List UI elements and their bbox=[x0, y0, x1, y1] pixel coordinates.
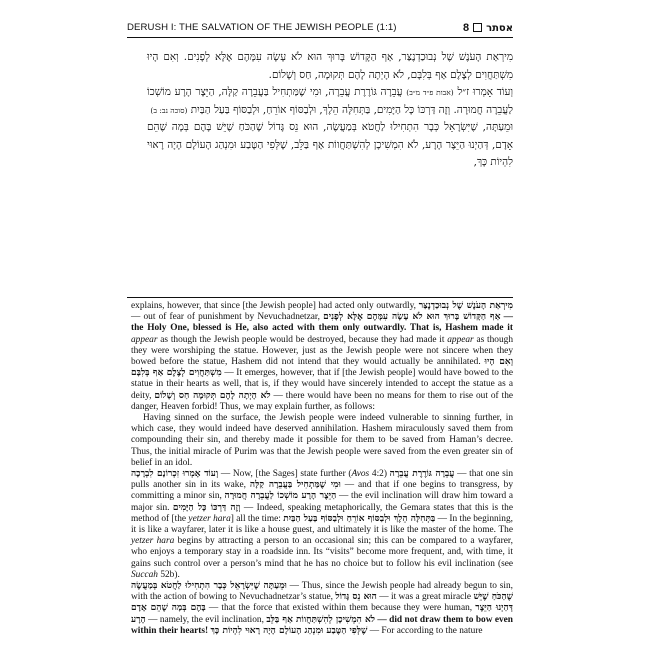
commentary-italic-text: yetzer hara bbox=[188, 513, 231, 524]
hebrew-lemma: לֹא הִמְשִׁיכָן לְהִשְׁתַּחֲווֹת אַף בַּלֵּב bbox=[266, 614, 376, 625]
book-title: אסתר bbox=[486, 23, 513, 34]
hebrew-lemma: אַף הַקָּדוֹשׁ בָּרוּךְ הוּא לֹא עָשָׂה עִמָּהֶם אֶלָּא לְפָנִים bbox=[323, 312, 501, 323]
commentary-text: as though they were worshiping the statue. However, just as the Jewish people were not sincere when they bowed before the statue, Hashem did not intend that they would actually be annihilated. bbox=[131, 334, 513, 368]
hebrew-text-line: וְעוֹד אָמְרוּ ז״ל bbox=[457, 86, 513, 98]
hebrew-lemma: לֹא הָיְתָה לָהֶם תְּקוּמָה חַס וְשָׁלוֹם bbox=[154, 390, 271, 401]
hebrew-lemma: שֶׁלְּפִי הַטֶּבַע וּמִנְהַג הָעוֹלָם הָיָה רָאוּי לִהְיוֹת כָּךְ bbox=[210, 625, 368, 636]
commentary-text: explains, however, that since [the Jewish people] had acted only outwardly, bbox=[131, 301, 419, 311]
commentary-text: — the evil inclination will draw him toward a major sin. bbox=[131, 491, 513, 513]
commentary-text: — that the force that existed within them because they were human, bbox=[205, 603, 476, 614]
commentary-text: — there would have been no means for them to rise out of the danger, Heaven forbid! Thus, we may explain further, as follows: bbox=[131, 390, 514, 412]
hebrew-lemma: וְעוֹד אָמְרוּ זִכְרוֹנָם לִבְרָכָה bbox=[131, 469, 219, 480]
commentary-text: — In the beginning, it is like a wayfarer, later it is like a house guest, and ultimately it is like the master of the home. The bbox=[131, 513, 513, 536]
hebrew-lemma: וְזֶה דַּרְכּוֹ כָּל הַיָּמִים bbox=[172, 502, 241, 513]
hebrew-lemma: הַיֵּצֶר הָרָע מוֹשְׁכוֹ לַעֲבֵרָה חֲמוּרָה bbox=[224, 491, 337, 502]
hebrew-lemma: וּמִי שֶׁמַּתְחִיל בַּעֲבֵרָה קַלָּה bbox=[249, 480, 341, 491]
hebrew-text-line: וּמֵעַתָּה, שֶׁיִּשְׂרָאֵל כְּבָר הִתְחִילוּ לַחֲטֹא בְּמַעֲשֶׂה, הוּא נֵס גָּדוֹל שֶׁהַכֹּחַ שֶׁיֵּשׁ בָּהֶם בְּמָה שֶׁהֵם אָדָם, דְּהַיְנוּ הַיֵּצֶר הָרָע, לֹא הִמְשִׁיכָן לְהִשְׁתַּחֲווֹת אַף בַּלֵּב, שֶׁלְּפִי הַטֶּבַע וּמִנְהַג הָעוֹלָם הָיָה רָאוּי לִהְיוֹת כָּךְ, bbox=[147, 121, 513, 168]
commentary-text: — Now, [the Sages] state further ( bbox=[218, 469, 352, 480]
commentary-text: — Indeed, speaking metaphorically, the Gemara states that this is the method of [the bbox=[131, 502, 513, 524]
page-number: 8 bbox=[462, 22, 470, 34]
commentary-italic-text: yetzer hara bbox=[131, 536, 175, 547]
hebrew-paragraph bbox=[147, 49, 513, 84]
hebrew-lemma: הוּא נֵס גָּדוֹל bbox=[335, 592, 377, 603]
commentary-text: — For according to the nature bbox=[367, 625, 483, 636]
hebrew-lemma: וּמֵעַתָּה שֶׁיִּשְׂרָאֵל כְּבָר הִתְחִילוּ לַחֲטֹא בְּמַעֲשֶׂה bbox=[131, 581, 287, 592]
commentary-italic-text: Succah bbox=[131, 569, 158, 580]
commentary-text: 52b). bbox=[157, 569, 180, 580]
commentary-text: — namely, the evil inclination, bbox=[145, 614, 267, 625]
hebrew-text-line: מִירְאַת הָעֹנֶשׁ שֶׁל נְבוּכַדְנֶצַּר, אַף הַקָּדוֹשׁ בָּרוּךְ הוּא לֹא עָשָׂה עִמָּהֶם אֶלָּא לְפָנִים. וְאִם הָיוּ מִשְׁתַּחֲוִים לְצֶלֶם אַף בְּלִבָּם, לֹא הָיְתָה לָהֶם תְּקוּמָה, חַס וְשָׁלוֹם. bbox=[147, 51, 513, 81]
hebrew-paragraph bbox=[147, 84, 513, 119]
commentary-bold-text: — the Holy One, blessed is He, also acted with them only outwardly. That is, Hashem made it bbox=[131, 312, 513, 334]
commentary-text: — and that if one begins to transgress, by committing a minor sin, bbox=[131, 480, 513, 502]
commentary-paragraph: Having sinned on the surface, the Jewish people were indeed vulnerable to sinning further, in which case, they would indeed have deserved annihilation. Hashem miraculously saved them from compounding their sin, and thereby made it possible for them to be saved from Haman’s decree. Thus, the initial miracle of Purim was that the Jewish people were saved from the even greater sin of belief in an idol. bbox=[131, 413, 513, 468]
hebrew-text-line: עֲבֵרָה גּוֹרֶרֶת עֲבֵרָה, וּמִי שֶׁמַּתְחִיל בַּעֲבֵרָה קַלָּה, הַיֵּצֶר הָרָע מוֹשְׁכוֹ לַעֲבֵרָה חֲמוּרָה. וְזֶה דַּרְכּוֹ כָּל הַיָּמִים, בַּתְּחִלָּה הֵלֶךְ, וּלְבַסּוֹף אוֹרֵחַ, וּלְבַסּוֹף בַּעַל הַבַּיִת bbox=[147, 86, 513, 116]
hebrew-main-text bbox=[147, 49, 513, 172]
hebrew-lemma: בַּתְּחִלָּה הֵלֶךְ וּלְבַסּוֹף אוֹרֵחַ וּלְבַסּוֹף בַּעַל הַבַּיִת bbox=[283, 513, 436, 524]
section-rule bbox=[127, 297, 513, 298]
source-citation: (אבות פ״ד מ״ב) bbox=[406, 88, 454, 97]
hebrew-lemma: מִירְאַת הָעֹנֶשׁ שֶׁל נְבוּכַדְנֶצַּר bbox=[418, 301, 514, 311]
commentary-paragraph bbox=[131, 581, 513, 637]
commentary-text: ] all the time: bbox=[230, 513, 284, 524]
commentary-text: 4:2) bbox=[369, 469, 390, 480]
commentary-paragraph bbox=[131, 469, 513, 581]
hebrew-lemma: עֲבֵרָה גּוֹרֶרֶת עֲבֵרָה bbox=[389, 469, 455, 480]
page-header bbox=[127, 20, 513, 36]
commentary-paragraph bbox=[131, 301, 513, 413]
commentary-text: — Thus, since the Jewish people had already begun to sin, with the action of bowing to Nevuchadnetzar’s statue, bbox=[131, 581, 513, 603]
header-right bbox=[461, 20, 513, 37]
commentary-italic-text: Avos bbox=[351, 469, 370, 480]
commentary-bold-text: — did not draw them to bow even within their hearts! bbox=[131, 614, 513, 636]
hebrew-lemma: דְּהַיְנוּ הַיֵּצֶר הָרָע bbox=[131, 603, 513, 625]
commentary-text: — that one sin pulls another sin in its wake, bbox=[131, 469, 514, 491]
hebrew-paragraph bbox=[147, 119, 513, 172]
commentary-italic-text: appear bbox=[131, 334, 158, 345]
commentary-italic-text: appear bbox=[447, 334, 474, 345]
commentary-text: begins by attracting a person to an occasional sin; this can be compared to a wayfarer, who enjoys a temporary stay in a roadside inn. Its “visits” become more frequent, and, with time, it gains such control over a person’s mind that he has no choice but to follow his evil inclination (see bbox=[131, 536, 513, 569]
running-head: DERUSH I: THE SALVATION OF THE JEWISH PEOPLE (1:1) bbox=[127, 22, 397, 33]
commentary-text: — It emerges, however, that if [the Jewish people] would have bowed to the statue in their hearts as well, that is, if they would have sincerely intended to accept the statue as a deity, bbox=[131, 368, 513, 401]
hebrew-lemma: שֶׁהַכֹּחַ שֶׁיֵּשׁ בָּהֶם בְּמָה שֶׁהֵם אָדָם bbox=[131, 592, 513, 614]
square-ornament-icon bbox=[473, 23, 482, 32]
commentary-text: — out of fear of punishment by Nevuchadnetzar, bbox=[131, 312, 324, 323]
header-rule bbox=[127, 37, 513, 38]
commentary-text: — it was a great miracle bbox=[376, 592, 474, 603]
source-citation: (סוכה נב: ב) bbox=[150, 105, 188, 115]
hebrew-lemma: וְאִם הָיוּ מִשְׁתַּחֲוִים לְצֶלֶם אַף בְּלִבָּם bbox=[131, 357, 513, 379]
commentary-text: as though the Jewish people would be destroyed, because they had made it bbox=[157, 334, 448, 345]
english-commentary bbox=[131, 301, 513, 637]
